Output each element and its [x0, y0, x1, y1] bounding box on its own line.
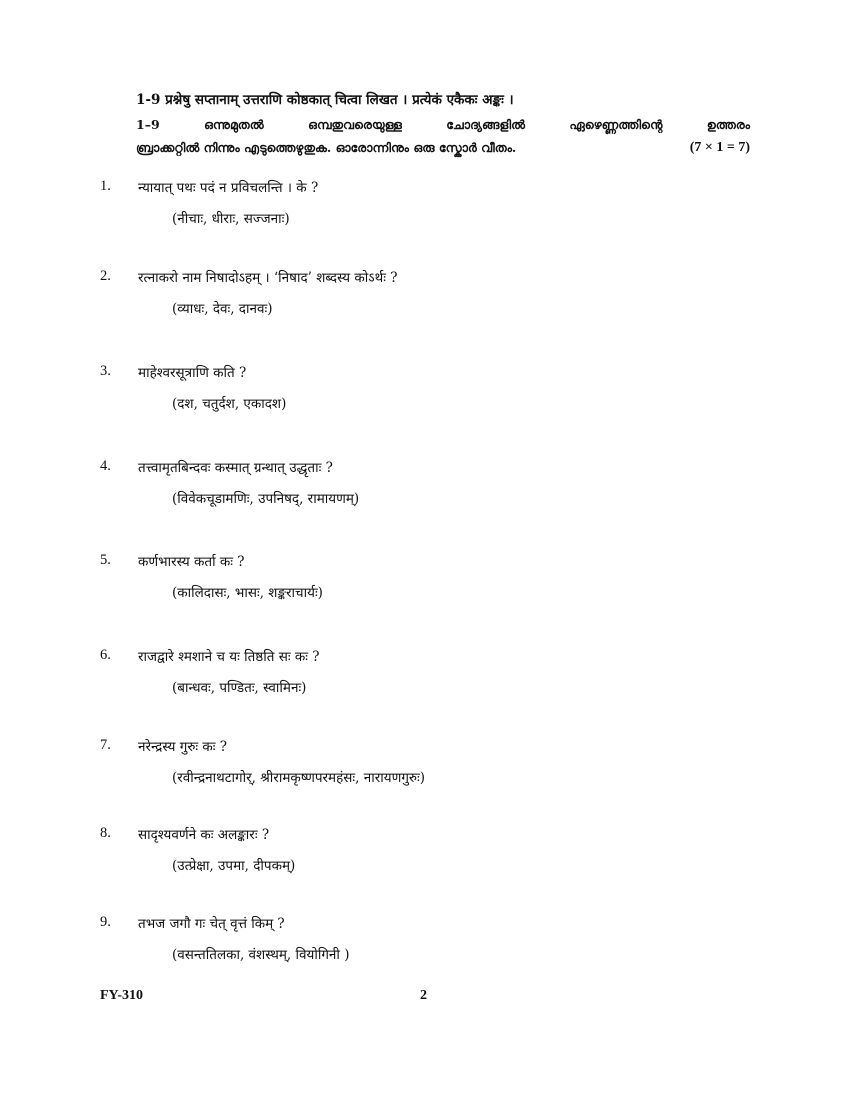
page-number: 2: [420, 988, 427, 1003]
question-item: [0, 647, 850, 707]
question-item: [0, 268, 850, 328]
question-text: माहेश्वरसूत्राणि कति ?: [138, 365, 247, 381]
question-number: 9.: [100, 914, 111, 930]
question-item: [0, 458, 850, 518]
question-options: (बान्धवः, पण्डितः, स्वामिनः): [172, 680, 307, 696]
question-text: रत्नाकरो नाम निषादोऽहम् । ‘निषाद’ शब्दस्य कोऽर्थः ?: [138, 270, 398, 286]
question-number: 3.: [100, 363, 111, 379]
question-text: नरेन्द्रस्य गुरुः कः ?: [138, 739, 228, 755]
question-number: 1.: [100, 178, 111, 194]
question-options: (नीचाः, धीराः, सज्जनाः): [172, 211, 290, 227]
question-options: (वसन्ततिलका, वंशस्थम्, वियोगिनी ): [172, 947, 350, 963]
question-options: (उत्प्रेक्षा, उपमा, दीपकम्): [172, 858, 296, 874]
question-item: [0, 178, 850, 238]
instruction-malayalam-line2-row: [136, 136, 750, 159]
question-text: न्यायात् पथः पदं न प्रविचलन्ति । के ?: [138, 180, 319, 196]
question-number: 6.: [100, 647, 111, 663]
question-number: 2.: [100, 268, 111, 284]
question-text: राजद्वारे श्मशाने च यः तिष्ठति सः कः ?: [138, 649, 320, 665]
marks-scheme: (7 × 1 = 7): [689, 140, 750, 155]
question-text: कर्णभारस्य कर्ता कः ?: [138, 554, 245, 570]
question-options: (रवीन्द्रनाथटागोर्, श्रीरामकृष्णपरमहंसः, नारायणगुरुः): [172, 770, 425, 786]
question-text: तत्त्वामृतबिन्दवः कस्मात् ग्रन्थात् उद्धृताः ?: [138, 460, 333, 476]
question-options: (व्याधः, देवः, दानवः): [172, 301, 273, 317]
paper-code: FY-310: [100, 988, 144, 1003]
question-number: 7.: [100, 737, 111, 753]
instruction-malayalam-line1: 1–9 ഒന്നുമുതൽ ഒമ്പതുവരെയുള്ള ചോദ്യങ്ങളിൽ ഏഴെണ്ണത്തിന്റെ ഉത്തരം: [136, 117, 750, 132]
question-options: (कालिदासः, भासः, शङ्कराचार्यः): [172, 585, 323, 601]
question-item: [0, 825, 850, 885]
instruction-sanskrit: 1-9 प्रश्नेषु सप्तानाम् उत्तराणि कोष्ठकात् चित्वा लिखत । प्रत्येकं एकैकः अङ्कः ।: [136, 92, 514, 108]
question-text: सादृश्यवर्णने कः अलङ्कारः ?: [138, 827, 270, 843]
question-number: 4.: [100, 458, 111, 474]
question-number: 8.: [100, 825, 111, 841]
question-options: (दश, चतुर्दश, एकादश): [172, 396, 287, 412]
question-text: तभज जगौ गः चेत् वृत्तं किम् ?: [138, 916, 285, 932]
question-item: [0, 914, 850, 974]
question-options: (विवेकचूडामणिः, उपनिषद्, रामायणम्): [172, 491, 360, 507]
question-item: [0, 552, 850, 612]
instruction-malayalam-line2: ബ്രാക്കറ്റിൽ നിന്നും എടുത്തെഴുതുക. ഓരോന്നിനും ഒരു സ്കോർ വീതം.: [136, 140, 517, 155]
question-item: [0, 737, 850, 797]
question-number: 5.: [100, 552, 111, 568]
question-item: [0, 363, 850, 423]
instruction-malayalam: [136, 113, 750, 159]
